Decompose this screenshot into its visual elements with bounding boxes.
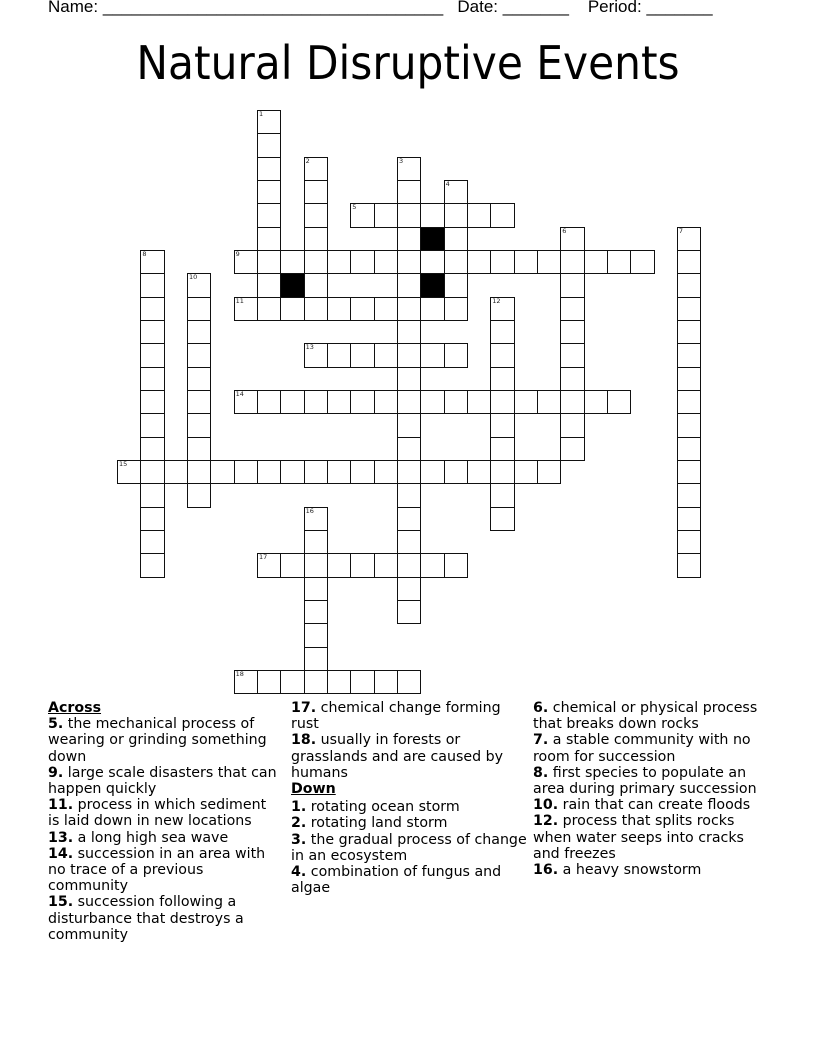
crossword-cell[interactable] bbox=[304, 460, 328, 484]
crossword-cell[interactable] bbox=[397, 273, 421, 297]
crossword-cell[interactable] bbox=[327, 670, 351, 694]
crossword-cell[interactable] bbox=[584, 390, 608, 414]
crossword-cell[interactable] bbox=[234, 670, 258, 694]
crossword-cell[interactable] bbox=[420, 203, 444, 227]
crossword-cell[interactable] bbox=[140, 343, 164, 367]
clue-number-label: 8. bbox=[533, 764, 549, 781]
crossword-cell[interactable] bbox=[420, 460, 444, 484]
name-blank: ____________________________________ bbox=[102, 0, 444, 16]
crossword-cell[interactable] bbox=[257, 390, 281, 414]
crossword-cell[interactable] bbox=[397, 437, 421, 461]
crossword-cell[interactable] bbox=[677, 390, 701, 414]
crossword-cell[interactable] bbox=[677, 507, 701, 531]
crossword-cell[interactable] bbox=[350, 343, 374, 367]
crossword-cell[interactable] bbox=[304, 507, 328, 531]
crossword-cell[interactable] bbox=[140, 530, 164, 554]
down-clue: 4. combination of fungus and algae bbox=[291, 864, 502, 897]
crossword-cell[interactable] bbox=[560, 273, 584, 297]
crossword-cell[interactable] bbox=[350, 250, 374, 274]
crossword-cell[interactable] bbox=[187, 460, 211, 484]
crossword-cell[interactable] bbox=[397, 553, 421, 577]
crossword-cell[interactable] bbox=[677, 460, 701, 484]
clue-number: 17 bbox=[258, 553, 268, 562]
crossword-cell[interactable] bbox=[257, 110, 281, 134]
crossword-cell[interactable] bbox=[490, 460, 514, 484]
crossword-cell[interactable] bbox=[420, 250, 444, 274]
crossword-cell[interactable] bbox=[420, 390, 444, 414]
crossword-cell[interactable] bbox=[187, 437, 211, 461]
clue-number-label: 5. bbox=[48, 716, 64, 733]
crossword-cell[interactable] bbox=[397, 250, 421, 274]
crossword-cell[interactable] bbox=[397, 227, 421, 251]
crossword-cell[interactable] bbox=[444, 203, 468, 227]
clues-column-3 bbox=[533, 700, 773, 878]
clue-number: 18 bbox=[235, 669, 244, 678]
crossword-cell[interactable] bbox=[187, 343, 211, 367]
crossword-cell[interactable] bbox=[397, 203, 421, 227]
crossword-cell[interactable] bbox=[304, 577, 328, 601]
date-blank: _______ bbox=[502, 0, 569, 16]
clue-number-label: 2. bbox=[291, 815, 307, 832]
crossword-cell[interactable] bbox=[304, 530, 328, 554]
crossword-cell[interactable] bbox=[257, 297, 281, 321]
crossword-cell[interactable] bbox=[304, 273, 328, 297]
crossword-cell[interactable] bbox=[560, 343, 584, 367]
crossword-cell[interactable] bbox=[560, 390, 584, 414]
crossword-cell[interactable] bbox=[350, 460, 374, 484]
down-heading: Down bbox=[291, 781, 336, 798]
crossword-cell[interactable] bbox=[490, 507, 514, 531]
crossword-cell[interactable] bbox=[280, 250, 304, 274]
clue-number: 15 bbox=[119, 459, 128, 468]
crossword-cell[interactable] bbox=[490, 203, 514, 227]
crossword-cell[interactable] bbox=[444, 250, 468, 274]
crossword-cell[interactable] bbox=[350, 203, 374, 227]
crossword-cell[interactable] bbox=[374, 553, 398, 577]
crossword-cell[interactable] bbox=[420, 553, 444, 577]
crossword-cell[interactable] bbox=[187, 273, 211, 297]
across-clue: 13. a long high sea wave bbox=[48, 829, 229, 846]
clue-number-label: 17. bbox=[291, 700, 317, 716]
clue-number-label: 3. bbox=[291, 831, 307, 848]
crossword-cell[interactable] bbox=[140, 507, 164, 531]
crossword-cell[interactable] bbox=[304, 553, 328, 577]
crossword-cell[interactable] bbox=[350, 390, 374, 414]
crossword-cell[interactable] bbox=[444, 297, 468, 321]
crossword-cell[interactable] bbox=[234, 297, 258, 321]
crossword-cell[interactable] bbox=[397, 390, 421, 414]
clue-number: 8 bbox=[142, 249, 147, 258]
across-clue: 15. succession following a disturbance that destroys a community bbox=[48, 894, 244, 943]
crossword-cell[interactable] bbox=[514, 250, 538, 274]
crossword-cell[interactable] bbox=[304, 250, 328, 274]
clue-number-label: 18. bbox=[291, 732, 317, 749]
crossword-cell[interactable] bbox=[304, 600, 328, 624]
crossword-cell[interactable] bbox=[397, 297, 421, 321]
crossword-cell[interactable] bbox=[304, 670, 328, 694]
crossword-cell[interactable] bbox=[140, 553, 164, 577]
clue-number-label: 13. bbox=[48, 829, 74, 846]
crossword-cell[interactable] bbox=[280, 670, 304, 694]
clue-number-label: 15. bbox=[48, 894, 74, 911]
crossword-cell[interactable] bbox=[187, 320, 211, 344]
clue-number: 12 bbox=[492, 296, 501, 305]
crossword-cell[interactable] bbox=[444, 343, 468, 367]
crossword-cell[interactable] bbox=[630, 250, 654, 274]
crossword-cell[interactable] bbox=[444, 180, 468, 204]
clue-number: 13 bbox=[305, 343, 314, 352]
crossword-cell[interactable] bbox=[350, 553, 374, 577]
clue-number: 7 bbox=[678, 226, 684, 235]
clue-number-label: 7. bbox=[533, 732, 549, 749]
crossword-cell[interactable] bbox=[280, 297, 304, 321]
crossword-cell[interactable] bbox=[397, 413, 421, 437]
crossword-cell[interactable] bbox=[490, 343, 514, 367]
black-cell bbox=[420, 273, 444, 297]
crossword-cell[interactable] bbox=[397, 460, 421, 484]
clue-number: 3 bbox=[398, 156, 404, 165]
clue-number: 11 bbox=[235, 296, 244, 305]
crossword-cell[interactable] bbox=[677, 530, 701, 554]
crossword-cell[interactable] bbox=[677, 483, 701, 507]
crossword-cell[interactable] bbox=[280, 460, 304, 484]
crossword-cell[interactable] bbox=[607, 250, 631, 274]
clues-column-2 bbox=[291, 700, 527, 896]
crossword-cell[interactable] bbox=[187, 390, 211, 414]
crossword-cell[interactable] bbox=[560, 320, 584, 344]
crossword-cell[interactable] bbox=[677, 273, 701, 297]
across-clue: 17. chemical change forming rust bbox=[291, 700, 501, 733]
clue-number: 5 bbox=[352, 203, 357, 212]
down-clue: 10. rain that can create floods bbox=[533, 797, 751, 814]
crossword-cell[interactable] bbox=[257, 133, 281, 157]
crossword-cell[interactable] bbox=[327, 250, 351, 274]
crossword-cell[interactable] bbox=[350, 670, 374, 694]
crossword-cell[interactable] bbox=[374, 297, 398, 321]
crossword-cell[interactable] bbox=[397, 367, 421, 391]
crossword-cell[interactable] bbox=[374, 250, 398, 274]
crossword-cell[interactable] bbox=[327, 460, 351, 484]
crossword-cell[interactable] bbox=[677, 250, 701, 274]
clue-number-label: 1. bbox=[291, 799, 307, 816]
clues-column-1 bbox=[48, 700, 280, 943]
crossword-cell[interactable] bbox=[537, 460, 561, 484]
crossword-cell[interactable] bbox=[490, 297, 514, 321]
across-heading: Across bbox=[48, 700, 102, 716]
crossword-cell[interactable] bbox=[327, 553, 351, 577]
crossword-cell[interactable] bbox=[374, 343, 398, 367]
crossword-cell[interactable] bbox=[257, 670, 281, 694]
clue-number: 16 bbox=[305, 506, 314, 515]
clue-number-label: 14. bbox=[48, 845, 74, 862]
period-blank: _______ bbox=[646, 0, 713, 16]
crossword-cell[interactable] bbox=[304, 343, 328, 367]
clue-number: 10 bbox=[188, 273, 198, 282]
crossword-cell[interactable] bbox=[514, 390, 538, 414]
crossword-cell[interactable] bbox=[327, 390, 351, 414]
crossword-cell[interactable] bbox=[677, 320, 701, 344]
crossword-cell[interactable] bbox=[397, 343, 421, 367]
crossword-cell[interactable] bbox=[304, 180, 328, 204]
crossword-cell[interactable] bbox=[327, 343, 351, 367]
across-clue: 14. succession in an area with no trace of a previous community bbox=[48, 845, 266, 895]
down-clue: 8. first species to populate an area during primary succession bbox=[533, 764, 757, 798]
crossword-cell[interactable] bbox=[257, 180, 281, 204]
clue-number: 9 bbox=[235, 249, 240, 258]
crossword-cell[interactable] bbox=[560, 250, 584, 274]
crossword-cell[interactable] bbox=[304, 297, 328, 321]
black-cell bbox=[280, 273, 304, 297]
crossword-cell[interactable] bbox=[444, 227, 468, 251]
crossword-cell[interactable] bbox=[397, 157, 421, 181]
crossword-cell[interactable] bbox=[257, 250, 281, 274]
crossword-cell[interactable] bbox=[397, 600, 421, 624]
crossword-cell[interactable] bbox=[257, 203, 281, 227]
crossword-cell[interactable] bbox=[420, 297, 444, 321]
clue-number: 6 bbox=[562, 226, 567, 235]
crossword-cell[interactable] bbox=[490, 413, 514, 437]
down-clue: 3. the gradual process of change in an ecosystem bbox=[291, 831, 527, 864]
crossword-cell[interactable] bbox=[304, 647, 328, 671]
crossword-cell[interactable] bbox=[374, 460, 398, 484]
crossword-cell[interactable] bbox=[257, 273, 281, 297]
crossword-cell[interactable] bbox=[490, 483, 514, 507]
across-clue: 9. large scale disasters that can happen quickly bbox=[48, 764, 277, 798]
crossword-cell[interactable] bbox=[140, 483, 164, 507]
crossword-cell[interactable] bbox=[444, 273, 468, 297]
clue-number-label: 4. bbox=[291, 864, 307, 881]
crossword-cell[interactable] bbox=[140, 413, 164, 437]
name-label: Name: bbox=[48, 0, 99, 16]
crossword-cell[interactable] bbox=[187, 367, 211, 391]
crossword-cell[interactable] bbox=[560, 367, 584, 391]
clue-number-label: 16. bbox=[533, 862, 559, 879]
crossword-cell[interactable] bbox=[467, 250, 491, 274]
crossword-cell[interactable] bbox=[187, 483, 211, 507]
crossword-cell[interactable] bbox=[374, 670, 398, 694]
clue-number-label: 10. bbox=[533, 797, 559, 814]
crossword-cell[interactable] bbox=[374, 390, 398, 414]
crossword-cell[interactable] bbox=[257, 460, 281, 484]
crossword-cell[interactable] bbox=[490, 367, 514, 391]
down-clue: 2. rotating land storm bbox=[291, 815, 448, 832]
crossword-cell[interactable] bbox=[140, 437, 164, 461]
crossword-cell[interactable] bbox=[187, 297, 211, 321]
crossword-cell[interactable] bbox=[140, 297, 164, 321]
across-clue: 18. usually in forests or grasslands and are caused by humans bbox=[291, 732, 504, 781]
crossword-cell[interactable] bbox=[560, 413, 584, 437]
crossword-cell[interactable] bbox=[187, 413, 211, 437]
crossword-cell[interactable] bbox=[420, 343, 444, 367]
crossword-cell[interactable] bbox=[397, 320, 421, 344]
crossword-cell[interactable] bbox=[490, 437, 514, 461]
crossword-cell[interactable] bbox=[257, 227, 281, 251]
clue-number: 2 bbox=[305, 156, 310, 165]
across-clue: 11. process in which sediment is laid down in new locations bbox=[48, 797, 267, 830]
crossword-cell[interactable] bbox=[304, 203, 328, 227]
down-clue: 6. chemical or physical process that breaks down rocks bbox=[533, 700, 758, 733]
crossword-cell[interactable] bbox=[467, 460, 491, 484]
crossword-cell[interactable] bbox=[467, 390, 491, 414]
crossword-cell[interactable] bbox=[397, 577, 421, 601]
crossword-cell[interactable] bbox=[397, 530, 421, 554]
crossword-cell[interactable] bbox=[350, 297, 374, 321]
crossword-cell[interactable] bbox=[677, 413, 701, 437]
down-clue: 12. process that splits rocks when water seeps into cracks and freezes bbox=[533, 813, 744, 862]
crossword-cell[interactable] bbox=[280, 553, 304, 577]
across-clue: 5. the mechanical process of wearing or grinding something down bbox=[48, 716, 267, 765]
crossword-cell[interactable] bbox=[397, 483, 421, 507]
crossword-cell[interactable] bbox=[677, 367, 701, 391]
crossword-cell[interactable] bbox=[444, 553, 468, 577]
crossword-cell[interactable] bbox=[140, 460, 164, 484]
crossword-cell[interactable] bbox=[374, 203, 398, 227]
period-label: Period: bbox=[587, 0, 642, 16]
down-clue: 16. a heavy snowstorm bbox=[533, 862, 702, 879]
crossword-cell[interactable] bbox=[677, 297, 701, 321]
crossword-cell[interactable] bbox=[677, 343, 701, 367]
crossword-cell[interactable] bbox=[140, 320, 164, 344]
crossword-cell[interactable] bbox=[444, 390, 468, 414]
down-clue: 7. a stable community with no room for succession bbox=[533, 732, 751, 765]
crossword-cell[interactable] bbox=[117, 460, 141, 484]
crossword-cell[interactable] bbox=[467, 203, 491, 227]
black-cell bbox=[420, 227, 444, 251]
crossword-cell[interactable] bbox=[397, 180, 421, 204]
crossword-cell[interactable] bbox=[210, 460, 234, 484]
crossword-cell[interactable] bbox=[140, 390, 164, 414]
down-clue: 1. rotating ocean storm bbox=[291, 799, 460, 816]
crossword-cell[interactable] bbox=[490, 390, 514, 414]
clue-number-label: 6. bbox=[533, 700, 549, 716]
crossword-cell[interactable] bbox=[490, 250, 514, 274]
crossword-cell[interactable] bbox=[584, 250, 608, 274]
crossword-cell[interactable] bbox=[397, 507, 421, 531]
crossword-cell[interactable] bbox=[560, 227, 584, 251]
crossword-cell[interactable] bbox=[304, 390, 328, 414]
date-label: Date: bbox=[457, 0, 498, 16]
crossword-cell[interactable] bbox=[164, 460, 188, 484]
crossword-cell[interactable] bbox=[234, 390, 258, 414]
crossword-cell[interactable] bbox=[304, 227, 328, 251]
crossword-cell[interactable] bbox=[304, 157, 328, 181]
crossword-cell[interactable] bbox=[560, 437, 584, 461]
crossword-cell[interactable] bbox=[140, 273, 164, 297]
crossword-cell[interactable] bbox=[140, 250, 164, 274]
crossword-cell[interactable] bbox=[397, 670, 421, 694]
crossword-cell[interactable] bbox=[327, 297, 351, 321]
crossword-cell[interactable] bbox=[304, 623, 328, 647]
crossword-cell[interactable] bbox=[677, 227, 701, 251]
crossword-cell[interactable] bbox=[677, 437, 701, 461]
clue-number-label: 9. bbox=[48, 764, 64, 781]
clue-number: 1 bbox=[258, 110, 264, 118]
clue-number-label: 12. bbox=[533, 813, 559, 830]
crossword-cell[interactable] bbox=[234, 460, 258, 484]
crossword-cell[interactable] bbox=[607, 390, 631, 414]
crossword-cell[interactable] bbox=[257, 553, 281, 577]
clue-number-label: 11. bbox=[48, 797, 74, 814]
crossword-cell[interactable] bbox=[444, 460, 468, 484]
crossword-cell[interactable] bbox=[490, 320, 514, 344]
crossword-cell[interactable] bbox=[140, 367, 164, 391]
crossword-cell[interactable] bbox=[234, 250, 258, 274]
page-title: Natural Disruptive Events bbox=[136, 36, 680, 90]
crossword-cell[interactable] bbox=[677, 553, 701, 577]
clue-number: 4 bbox=[445, 179, 450, 188]
clue-number: 14 bbox=[235, 389, 244, 398]
crossword-cell[interactable] bbox=[280, 390, 304, 414]
crossword-cell[interactable] bbox=[257, 157, 281, 181]
crossword-cell[interactable] bbox=[514, 460, 538, 484]
crossword-cell[interactable] bbox=[537, 390, 561, 414]
crossword-cell[interactable] bbox=[560, 297, 584, 321]
crossword-cell[interactable] bbox=[537, 250, 561, 274]
